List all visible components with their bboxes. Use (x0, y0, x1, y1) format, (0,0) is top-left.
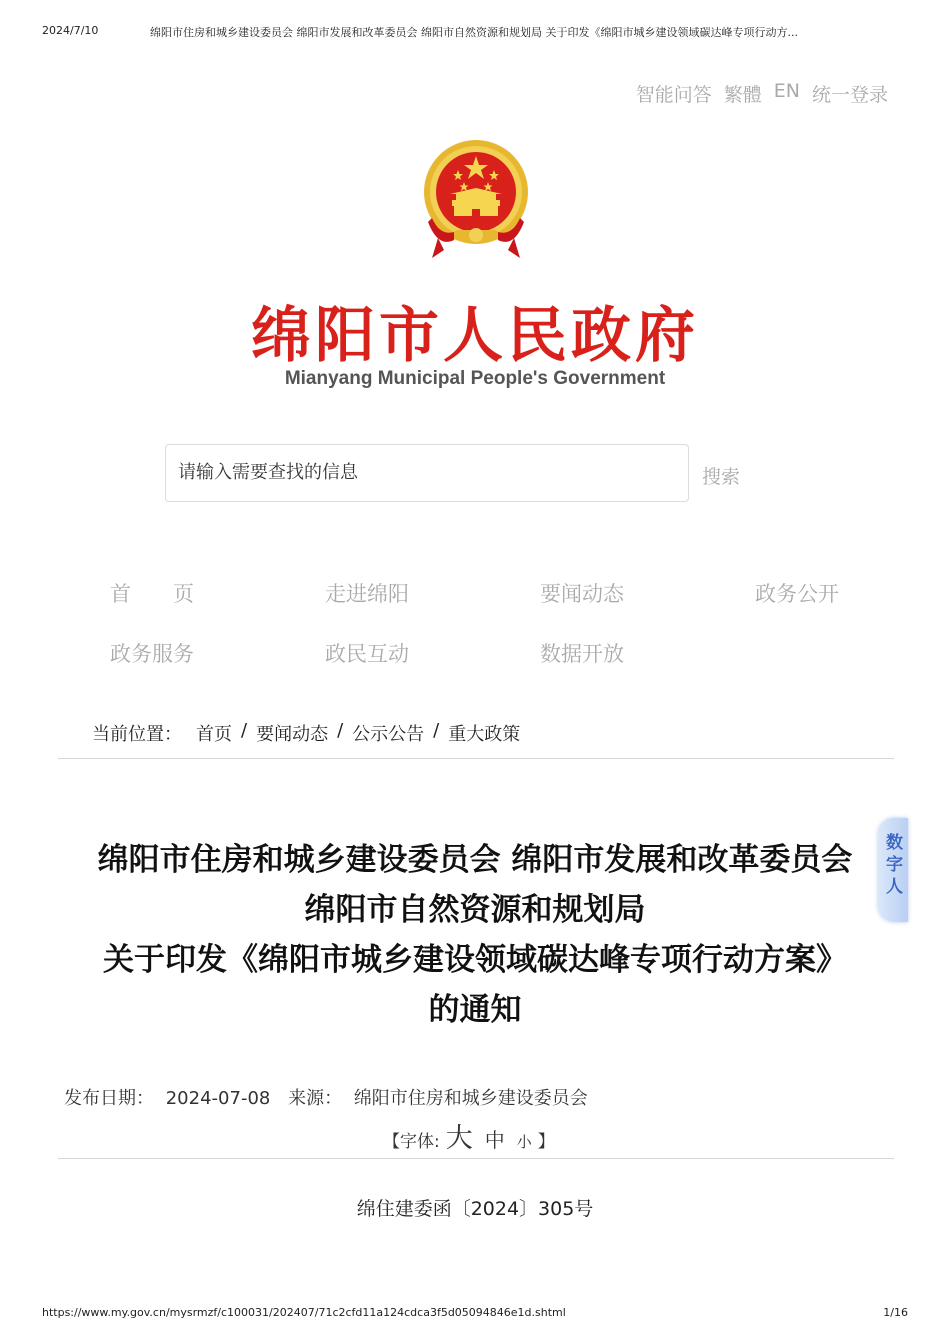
source-value: 绵阳市住房和城乡建设委员会 (353, 1088, 588, 1109)
nav-item-about[interactable]: 走进绵阳 (325, 582, 409, 606)
site-name-cn: 绵阳市人民政府 (251, 301, 699, 371)
font-label: 【字体: (383, 1132, 440, 1152)
nav-item-interaction[interactable]: 政民互动 (325, 642, 409, 666)
breadcrumb-separator: / (337, 720, 344, 741)
article-title-line-4: 的通知 (428, 992, 522, 1028)
national-emblem-icon (418, 138, 534, 260)
article-title-line-2: 绵阳市自然资源和规划局 (304, 892, 646, 928)
top-link-ai-qa[interactable]: 智能问答 (635, 84, 712, 106)
article-meta (64, 1084, 594, 1110)
font-size-switcher (383, 1116, 555, 1155)
breadcrumb (92, 720, 520, 746)
divider (58, 758, 894, 759)
print-page-number: 1/16 (883, 1306, 908, 1319)
nav-item-services[interactable]: 政务服务 (110, 642, 194, 666)
top-links (636, 80, 888, 107)
digital-human-tab[interactable] (878, 818, 908, 922)
digital-human-label: 数字人 (886, 833, 903, 897)
top-link-login[interactable]: 统一登录 (811, 84, 888, 106)
print-title: 绵阳市住房和城乡建设委员会 绵阳市发展和改革委员会 绵阳市自然资源和规划局 关于印发《绵阳市城乡建设领域碳达峰专项行动方... (150, 26, 798, 39)
divider (58, 1158, 894, 1159)
document-number: 绵住建委函〔2024〕305号 (356, 1198, 594, 1220)
breadcrumb-separator: / (241, 720, 248, 741)
breadcrumb-home[interactable]: 首页 (196, 724, 232, 745)
site-name-en: Mianyang Municipal People's Government (284, 368, 666, 389)
font-small-button[interactable]: 小 (516, 1133, 532, 1151)
search-button[interactable]: 搜索 (702, 466, 741, 488)
breadcrumb-announcements[interactable]: 公示公告 (352, 724, 425, 745)
font-large-button[interactable]: 大 (445, 1123, 473, 1154)
publish-date: 2024-07-08 (165, 1088, 271, 1109)
top-link-traditional[interactable]: 繁體 (723, 84, 762, 106)
breadcrumb-major-policy[interactable]: 重大政策 (448, 724, 521, 745)
breadcrumb-news[interactable]: 要闻动态 (256, 724, 329, 745)
nav-item-news[interactable]: 要闻动态 (540, 582, 624, 606)
font-medium-button[interactable]: 中 (484, 1128, 505, 1152)
font-close: 】 (537, 1132, 555, 1152)
search-input[interactable]: 请输入需要查找的信息 (165, 444, 689, 502)
nav-item-gov-affairs[interactable]: 政务公开 (755, 582, 839, 606)
nav-item-open-data[interactable]: 数据开放 (540, 642, 624, 666)
breadcrumb-prefix: 当前位置： (92, 724, 182, 745)
top-link-english[interactable]: EN (773, 80, 800, 102)
print-date: 2024/7/10 (42, 24, 99, 37)
article-title-line-1: 绵阳市住房和城乡建设委员会 绵阳市发展和改革委员会 (97, 842, 853, 878)
print-url: https://www.my.gov.cn/mysrmzf/c100031/202407/71c2cfd11a124cdca3f5d05094846e1d.shtml (42, 1306, 566, 1319)
breadcrumb-separator: / (433, 720, 440, 741)
source-label: 来源： (288, 1088, 343, 1109)
nav-item-home[interactable]: 首 页 (110, 582, 194, 606)
article-title-line-3: 关于印发《绵阳市城乡建设领域碳达峰专项行动方案》 (103, 942, 847, 978)
publish-date-label: 发布日期： (64, 1088, 154, 1109)
